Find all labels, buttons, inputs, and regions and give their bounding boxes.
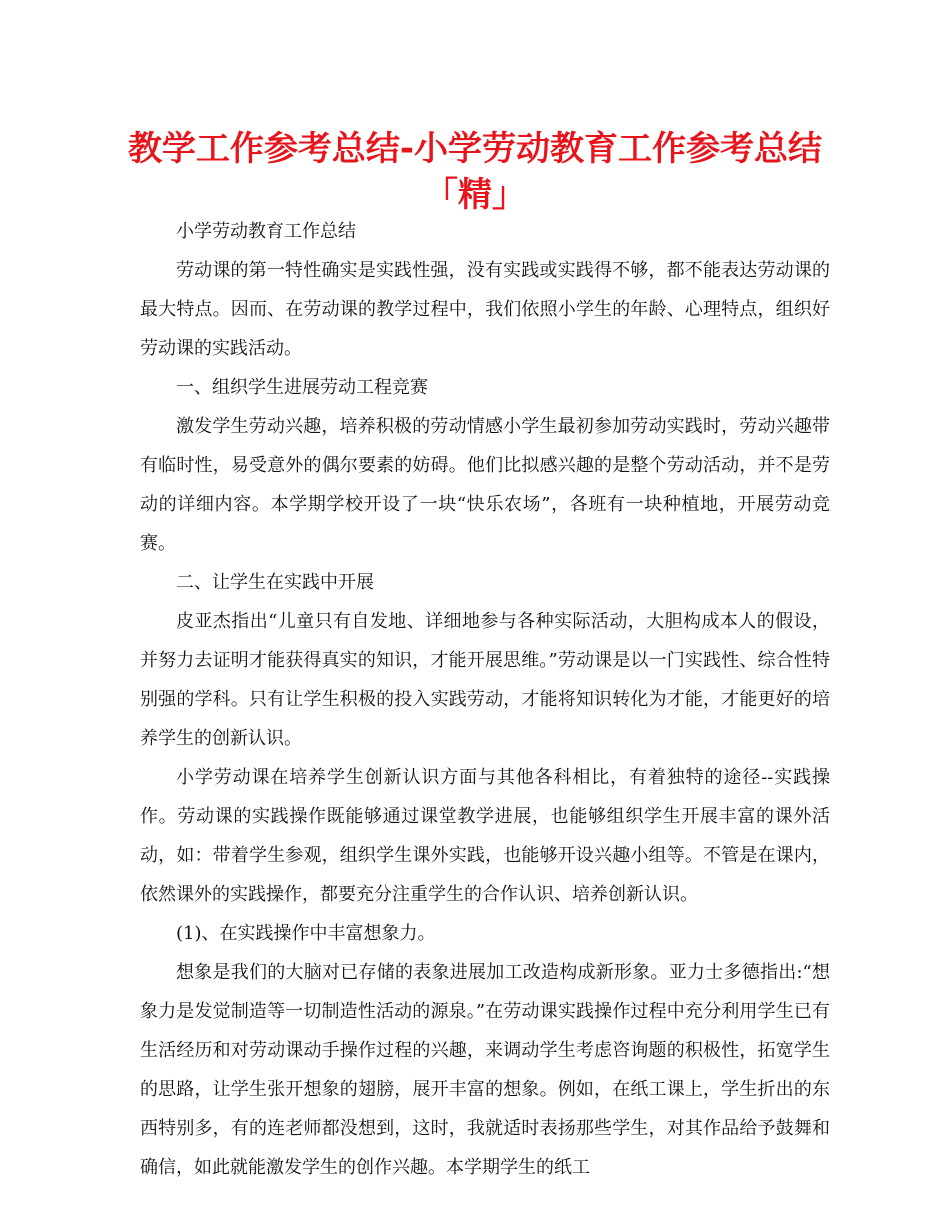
paragraph-subtitle: 小学劳动教育工作总结 — [176, 221, 356, 242]
document-title: 教学工作参考总结-小学劳动教育工作参考总结 — [127, 129, 823, 169]
document-title-suffix: 「精」 — [424, 175, 526, 215]
section-heading: 一、组织学生进展劳动工程竞赛 — [176, 377, 428, 398]
paragraph: 想象是我们的大脑对已存储的表象进展加工改造构成新形象。亚力士多德指出:“想象力是发觉制造等一切制造性活动的源泉。”在劳动课实践操作过程中充分利用学生已有生活经历和对劳动课动手操作过程的兴趣，来调动学生考虑咨询题的积极性，拓宽学生的思路，让学生张开想象的翅膀，展开丰富的想象。例如，在纸工课上，学生折出的东西特别多，有的连老师都没想到，这时，我就适时表扬那些学生，对其作品给予鼓舞和确信，如此就能激发学生的创作兴趣。本学期学生的纸工 — [140, 962, 830, 1178]
paragraph: 小学劳动课在培养学生创新认识方面与其他各科相比，有着独特的途径--实践操作。劳动课的实践操作既能够通过课堂教学进展，也能够组织学生开展丰富的课外活动，如：带着学生参观，组织学生课外实践，也能够开设兴趣小组等。不管是在课内，依然课外的实践操作，都要充分注重学生的合作认识、培养创新认识。 — [140, 767, 830, 905]
paragraph: 皮亚杰指出“儿童只有自发地、详细地参与各种实际活动，大胆构成本人的假设，并努力去证明才能获得真实的知识，才能开展思维。”劳动课是以一门实践性、综合性特别强的学科。只有让学生积极的投入实践劳动，才能将知识转化为才能，才能更好的培养学生的创新认识。 — [140, 611, 830, 749]
section-heading: 二、让学生在实践中开展 — [176, 572, 374, 593]
subsection-heading: (1)、在实践操作中丰富想象力。 — [176, 923, 436, 944]
document-body — [140, 212, 830, 1187]
paragraph: 激发学生劳动兴趣，培养积极的劳动情感小学生最初参加劳动实践时，劳动兴趣带有临时性，易受意外的偶尔要素的妨碍。他们比拟感兴趣的是整个劳动活动，并不是劳动的详细内容。本学期学校开设了一块“快乐农场”，各班有一块种植地，开展劳动竞赛。 — [140, 416, 830, 554]
paragraph: 劳动课的第一特性确实是实践性强，没有实践或实践得不够，都不能表达劳动课的最大特点。因而、在劳动课的教学过程中，我们依照小学生的年龄、心理特点，组织好劳动课的实践活动。 — [140, 260, 830, 359]
